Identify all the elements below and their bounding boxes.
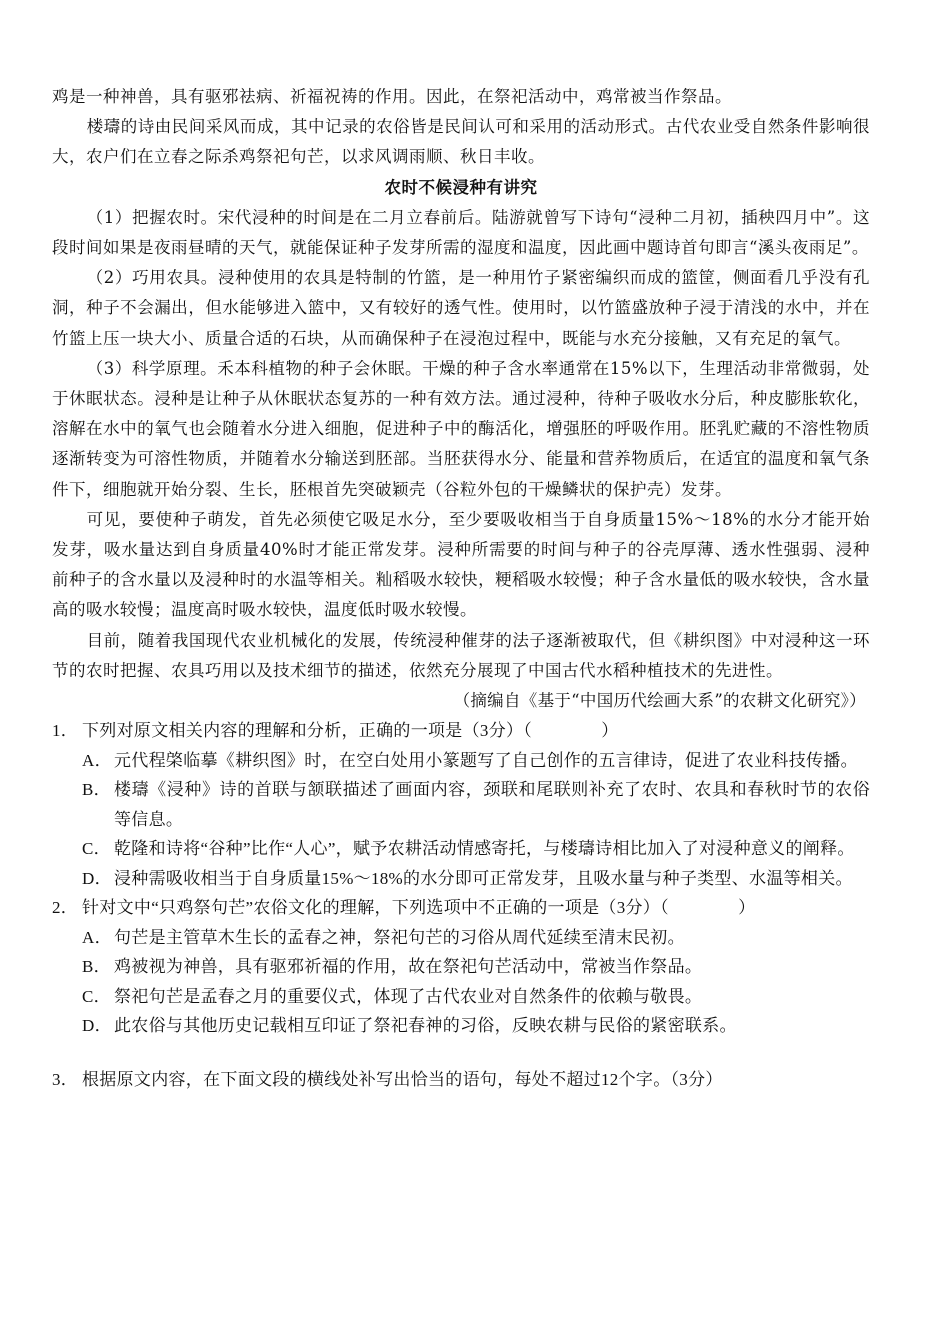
- option-text: 乾隆和诗将“谷种”比作“人心”，赋予农耕活动情感寄托，与楼璹诗相比加入了对浸种意义的阐释。: [114, 839, 855, 859]
- option-text: 祭祀句芒是孟春之月的重要仪式，体现了古代农业对自然条件的依赖与敬畏。: [114, 986, 703, 1006]
- option-b[interactable]: [52, 775, 870, 834]
- exam-page: [52, 82, 870, 1094]
- option-text: 此农俗与其他历史记载相互印证了祭祀春神的习俗，反映农耕与民俗的紧密联系。: [114, 1016, 737, 1036]
- option-label: C．: [82, 986, 111, 1006]
- passage-paragraph-1: 鸡是一种神兽，具有驱邪祛病、祈福祝祷的作用。因此，在祭祀活动中，鸡常被当作祭品。: [52, 87, 732, 106]
- option-label: B．: [82, 780, 111, 800]
- option-d[interactable]: [52, 864, 870, 894]
- question-stem: 根据原文内容，在下面文段的横线处补写出恰当的语句，每处不超过12个字。（3分）: [82, 1069, 723, 1089]
- question-2: [52, 893, 870, 1041]
- spacer: [52, 1041, 870, 1065]
- option-text: 楼璹《浸种》诗的首联与颔联描述了画面内容，颈联和尾联则补充了农时、农具和春秋时节的农俗等信息。: [114, 780, 870, 829]
- question-3: [52, 1065, 870, 1095]
- source-citation: （摘编自《基于“中国历代绘画大系”的农耕文化研究》）: [453, 691, 866, 711]
- option-label: B．: [82, 957, 111, 977]
- option-a[interactable]: [52, 923, 870, 953]
- option-d[interactable]: [52, 1011, 870, 1041]
- section-heading: 农时不候浸种有讲究: [384, 177, 538, 197]
- question-1: [52, 716, 870, 893]
- option-text: 鸡被视为神兽，具有驱邪祈福的作用，故在祭祀句芒活动中，常被当作祭品。: [114, 957, 703, 977]
- option-a[interactable]: [52, 746, 870, 776]
- option-label: D．: [82, 1016, 112, 1036]
- option-c[interactable]: [52, 834, 870, 864]
- question-stem: 下列对原文相关内容的理解和分析，正确的一项是（3分）（ ）: [82, 721, 619, 741]
- passage-paragraph-7: 目前，随着我国现代农业机械化的发展，传统浸种催芽的法子逐渐被取代，但《耕织图》中对浸种这一环节的农时把握、农具巧用以及技术细节的描述，依然充分展现了中国古代水稻种植技术的先进性。: [52, 630, 870, 680]
- passage-paragraph-2: 楼璹的诗由民间采风而成，其中记录的农俗皆是民间认可和采用的活动形式。古代农业受自然条件影响很大，农户们在立春之际杀鸡祭祀句芒，以求风调雨顺、秋日丰收。: [52, 117, 870, 167]
- option-b[interactable]: [52, 952, 870, 982]
- option-label: D．: [82, 868, 112, 888]
- passage-paragraph-5: （3）科学原理。禾本科植物的种子会休眠。干燥的种子含水率通常在15%以下，生理活动非常微弱，处于休眠状态。浸种是让种子从休眠状态复苏的一种有效方法。通过浸种，待种子吸收水分后，种皮膨胀软化，溶解在水中的氧气也会随着水分进入细胞，促进种子中的酶活化，增强胚的呼吸作用。胚乳贮藏的不溶性物质逐渐转变为可溶性物质，并随着水分输送到胚部。当胚获得水分、能量和营养物质后，在适宜的温度和氧气条件下，细胞就开始分裂、生长，胚根首先突破颖壳（谷粒外包的干燥鳞状的保护壳）发芽。: [52, 358, 870, 499]
- option-text: 浸种需吸收相当于自身质量15%～18%的水分即可正常发芽，且吸水量与种子类型、水温等相关。: [114, 868, 853, 888]
- option-text: 句芒是主管草木生长的孟春之神，祭祀句芒的习俗从周代延续至清末民初。: [114, 927, 685, 947]
- option-text: 元代程棨临摹《耕织图》时，在空白处用小篆题写了自己创作的五言律诗，促进了农业科技传播。: [114, 750, 858, 770]
- question-stem: 针对文中“只鸡祭句芒”农俗文化的理解，下列选项中不正确的一项是（3分）（ ）: [82, 898, 756, 918]
- question-number: 1．: [52, 721, 79, 741]
- passage-paragraph-4: （2）巧用农具。浸种使用的农具是特制的竹篮，是一种用竹子紧密编织而成的篮筐，侧面看几乎没有孔洞，种子不会漏出，但水能够进入篮中，又有较好的透气性。使用时，以竹篮盛放种子浸于清浅的水中，并在竹篮上压一块大小、质量合适的石块，从而确保种子在浸泡过程中，既能与水充分接触，又有充足的氧气。: [52, 268, 870, 348]
- option-label: A．: [82, 927, 112, 947]
- question-number: 2．: [52, 898, 79, 918]
- passage-paragraph-3: （1）把握农时。宋代浸种的时间是在二月立春前后。陆游就曾写下诗句“浸种二月初，插秧四月中”。这段时间如果是夜雨昼晴的天气，就能保证种子发芽所需的湿度和温度，因此画中题诗首句即言“溪头夜雨足”。: [52, 207, 870, 258]
- option-c[interactable]: [52, 982, 870, 1012]
- question-number: 3．: [52, 1069, 79, 1089]
- option-label: A．: [82, 750, 112, 770]
- option-label: C．: [82, 839, 111, 859]
- passage-paragraph-6: 可见，要使种子萌发，首先必须使它吸足水分，至少要吸收相当于自身质量15%～18%的水分才能开始发芽，吸水量达到自身质量40%时才能正常发芽。浸种所需要的时间与种子的谷壳厚薄、透水性强弱、浸种前种子的含水量以及浸种时的水温等相关。籼稻吸水较快，粳稻吸水较慢；种子含水量低的吸水较快，含水量高的吸水较慢；温度高时吸水较快，温度低时吸水较慢。: [52, 509, 870, 620]
